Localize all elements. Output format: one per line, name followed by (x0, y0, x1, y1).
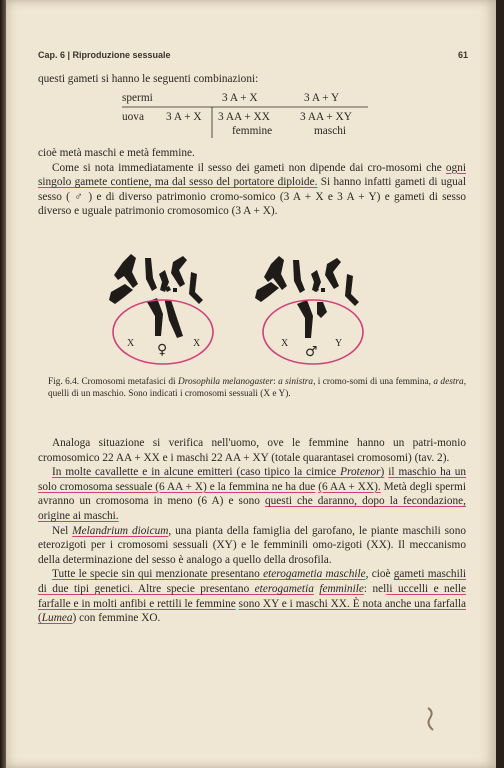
sperm1: 3 A + X (222, 92, 258, 104)
grasshopper-mid: Metà degli spermi avranno un cromosoma in meno (6 A) e sono (38, 480, 466, 508)
explanation (38, 161, 466, 219)
grasshopper-hl1-end: ) (380, 466, 385, 479)
hetero-end: ) con femmine XO. (72, 612, 161, 625)
intro-text: questi gameti si hanno le seguenti combinazioni: (38, 73, 259, 85)
protenor-name: Protenor (340, 466, 381, 479)
pencil-mark (424, 706, 438, 732)
melandrium-paragraph (38, 524, 466, 568)
grasshopper-hl2: il maschio ha un solo cromosoma sessuale (6 AA + X) e la femmina ne ha due (38, 466, 467, 493)
uova-label: uova (122, 111, 144, 123)
caption-left: a sinistra (278, 377, 314, 387)
hetero-hl2: gameti maschili di due tipi genetici. Altre specie presentano (38, 568, 466, 595)
grasshopper-paragraph (38, 465, 466, 523)
result1: 3 AA + XX (218, 111, 270, 123)
explanation-part2: Si hanno infatti gameti di ugual sesso ( ♂ ) e di diverso patrimonio cromo-somico (3 A + X e 3 A + Y) e gameti di sesso diverso e uguale patrimonio cromosomico (3 A + X). (38, 176, 466, 218)
grasshopper-hl4: questi che daranno, dopo la fecondazione, origine ai maschi. (38, 495, 466, 522)
egg: 3 A + X (166, 111, 202, 123)
hetero-hl1: Tutte le specie sin qui menzionate presentano (52, 568, 264, 581)
female-x-left-label: X (127, 338, 135, 349)
human-paragraph: Analoga situazione si verifica nell'uomo, ove le femmine hanno un patri-monio cromosomico 22 AA + XX e i maschi 22 AA + XY (totale quarantasei cromosomi) (tav. 2). (38, 437, 466, 464)
chromosome-figure (101, 250, 401, 375)
caption-prefix: Fig. 6.4. Cromosomi metafasici di (48, 377, 179, 387)
explanation-highlight: ogni singolo gamete contiene, ma dal sesso del portatore diploide. (38, 161, 466, 189)
male-symbol: ♂ (305, 344, 318, 360)
sex2: maschi (314, 125, 346, 137)
caption-mid1: : (273, 377, 279, 387)
hetero-hl4: sono XY e i maschi XX. È nota anche una farfalla ( (38, 597, 466, 625)
running-header (38, 50, 468, 64)
female-x-right-label: X (193, 338, 201, 349)
lumea-name: Lumea (41, 612, 73, 625)
paragraph-main (38, 146, 466, 219)
male-x-label: X (281, 338, 289, 349)
hetero-mid2: : nel (363, 582, 387, 595)
result2: 3 AA + XY (300, 111, 352, 123)
melandrium-end: , una pianta della famiglia del garofano, le piante maschili sono eterozigoti per i cromosomi sessuali (XY) e le femminili omo-zigoti (XX). Il meccanismo della determinazione del sesso è analogo a quello della drosofila. (38, 524, 466, 566)
female-symbol: ♀ (157, 342, 168, 358)
male-chromosomes (255, 256, 359, 338)
melandrium-name: Melandrium dioicum (72, 524, 169, 537)
chapter-title: Cap. 6 | Riproduzione sessuale (38, 50, 171, 60)
heterogamety-paragraph (38, 567, 466, 625)
male-y-label: Y (335, 338, 343, 349)
caption-end: , quelli di un maschio. Sono indicati i cromosomi sessuali (X e Y). (48, 377, 467, 400)
caption-right: a destra (433, 377, 464, 387)
etero-femminile-1: eterogametia (254, 582, 314, 595)
explanation-part1: Come si nota immediatamente il sesso dei gameti non dipende dai cro-mosomi che (52, 161, 446, 174)
cross-table (122, 90, 368, 138)
caption-species: Drosophila melanogaster (178, 377, 274, 387)
female-chromosomes (109, 254, 203, 338)
paragraph-intro (38, 72, 466, 87)
sperm2: 3 A + Y (304, 92, 340, 104)
paragraph-lower (38, 436, 466, 626)
caption-mid2: , i cromo-somi di una femmina, (313, 377, 434, 387)
sex1: femmine (232, 125, 273, 137)
etero-femminile-2: femminile (319, 582, 364, 595)
melandrium-start: Nel (52, 524, 73, 537)
book-page (6, 0, 496, 768)
figure-caption (48, 376, 466, 400)
page-number: 61 (457, 50, 468, 60)
spermi-label: spermi (122, 92, 153, 104)
grasshopper-hl1: In molte cavallette e in alcune emitteri (caso tipico la cimice (52, 466, 341, 479)
hetero-hl3: li uccelli e nelle farfalle e in molti anfibi e rettili le femmine (38, 582, 467, 610)
grasshopper-hl3: (6 AA + XX). (318, 480, 381, 493)
etero-maschile: eterogametia maschile (263, 568, 366, 581)
hetero-mid1: , cioè (365, 568, 391, 581)
result-sentence: cioè metà maschi e metà femmine. (38, 147, 195, 159)
